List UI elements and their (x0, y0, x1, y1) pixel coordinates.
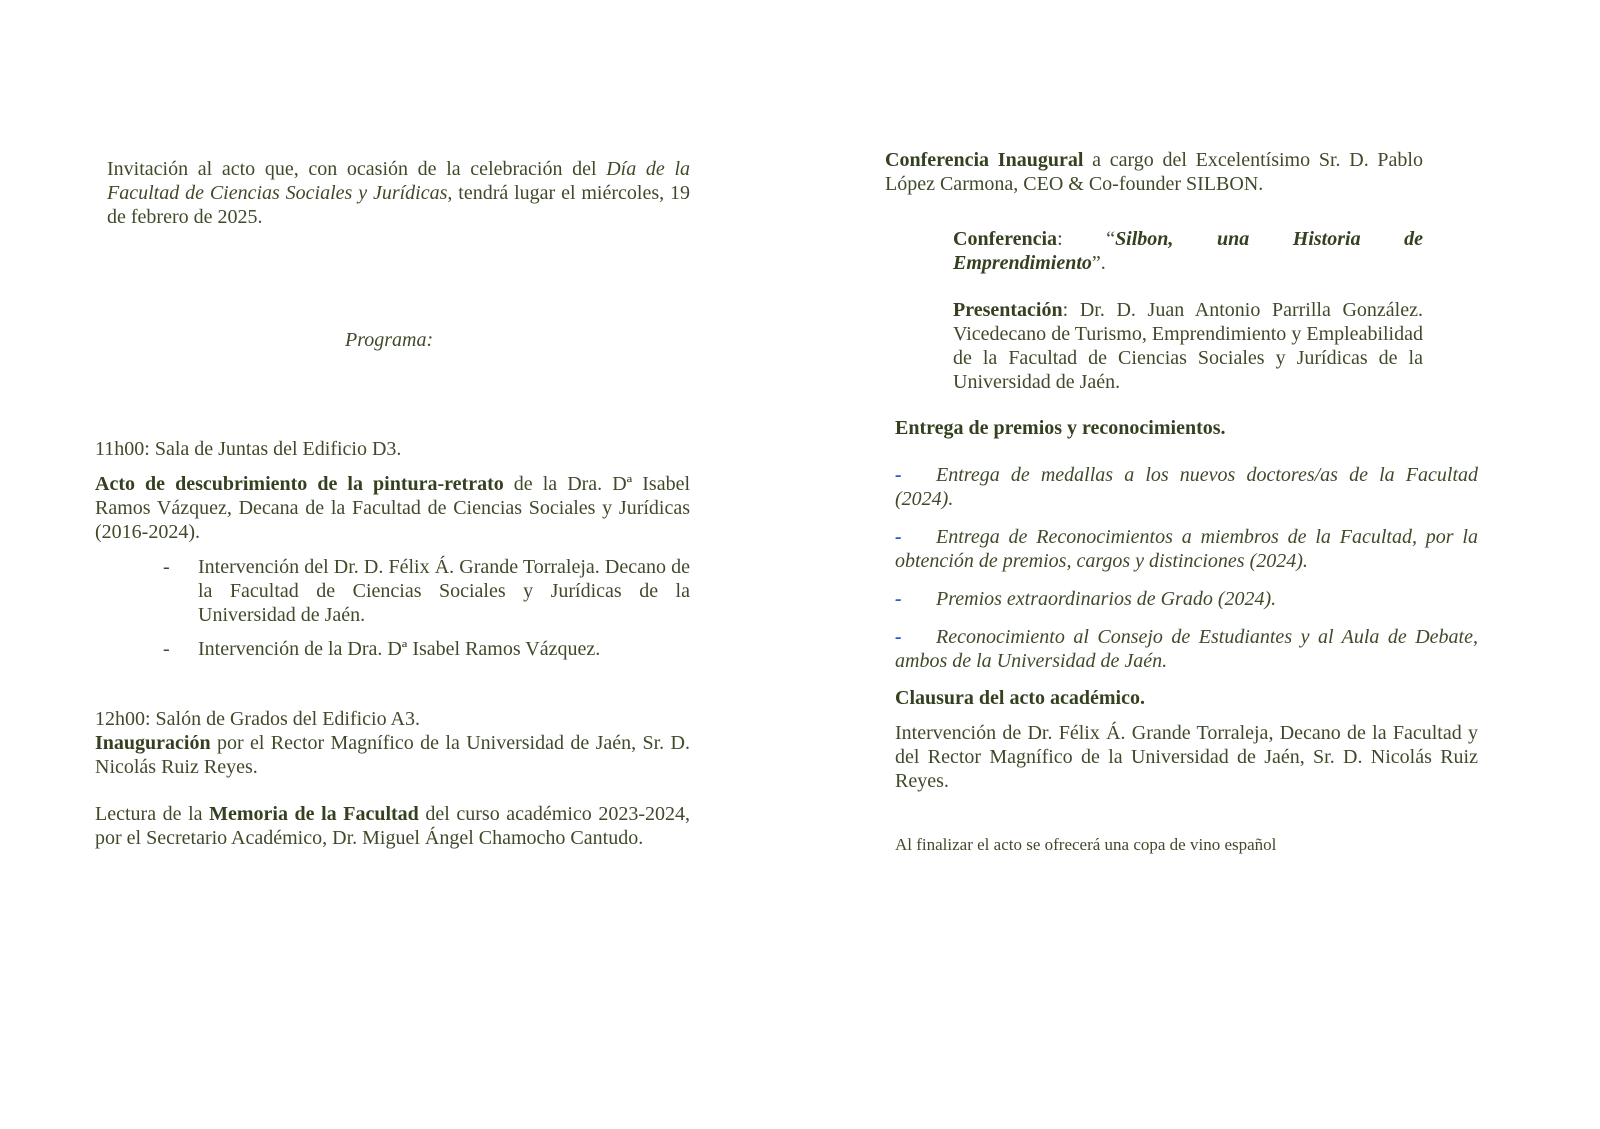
closing-note: Al finalizar el acto se ofrecerá una copa de vino español (895, 835, 1277, 854)
list-item: - Entrega de Reconocimientos a miembros de la Facultad, por la obtención de premios, cargos y distinciones (2024). (895, 526, 1478, 572)
closing-heading: Clausura del acto académico. (895, 687, 1145, 709)
session-2-time: 12h00: Salón de Grados del Edificio A3. (95, 708, 420, 730)
awards-heading: Entrega de premios y reconocimientos. (895, 417, 1226, 439)
list-item: - Intervención del Dr. D. Félix Á. Grande Torraleja. Decano de la Facultad de Ciencias Sociales y Jurídicas de la Universidad de Jaén. (163, 556, 690, 626)
presentation: Presentación: Dr. D. Juan Antonio Parrilla González. Vicedecano de Turismo, Emprendimiento y Empleabilidad de la Facultad de Ciencias Sociales y Jurídicas de la Universidad de Jaén. (953, 299, 1423, 393)
list-item: - Entrega de medallas a los nuevos doctores/as de la Facultad (2024). (895, 464, 1478, 510)
session-1-items (95, 555, 690, 661)
list-item: - Intervención de la Dra. Dª Isabel Ramos Vázquez. (163, 638, 601, 660)
session-3-description: Lectura de la Memoria de la Facultad del curso académico 2023-2024, por el Secretario Académico, Dr. Miguel Ángel Chamocho Cantudo. (95, 803, 691, 849)
programa-heading: Programa: (345, 329, 434, 351)
invitation-intro: Invitación al acto que, con ocasión de la celebración del Día de la Facultad de Ciencias Sociales y Jurídicas, tendrá lugar el miércoles, 19 de febrero de 2025. (107, 158, 690, 228)
session-2-description: Inauguración por el Rector Magnífico de la Universidad de Jaén, Sr. D. Nicolás Ruiz Reyes. (95, 732, 690, 778)
session-1-time: 11h00: Sala de Juntas del Edificio D3. (95, 438, 402, 460)
closing-text: Intervención de Dr. Félix Á. Grande Torraleja, Decano de la Facultad y del Rector Magnífico de la Universidad de Jaén, Sr. D. Nicolás Ruiz Reyes. (895, 722, 1478, 792)
event-name: Día de la Facultad de Ciencias Sociales y Jurídicas (107, 158, 690, 204)
list-item: - Reconocimiento al Consejo de Estudiantes y al Aula de Debate, ambos de la Universidad de Jaén. (895, 626, 1478, 672)
list-item: - Premios extraordinarios de Grado (2024). (895, 588, 1277, 610)
awards-list (895, 463, 1478, 673)
conference-title: Conferencia: “Silbon, una Historia de Emprendimiento”. (953, 228, 1424, 274)
session-1-description: Acto de descubrimiento de la pintura-retrato de la Dra. Dª Isabel Ramos Vázquez, Decana de la Facultad de Ciencias Sociales y Jurídicas (2016-2024). (95, 473, 690, 543)
conference-inaugural: Conferencia Inaugural a cargo del Excelentísimo Sr. D. Pablo López Carmona, CEO & Co-founder SILBON. (885, 149, 1423, 195)
